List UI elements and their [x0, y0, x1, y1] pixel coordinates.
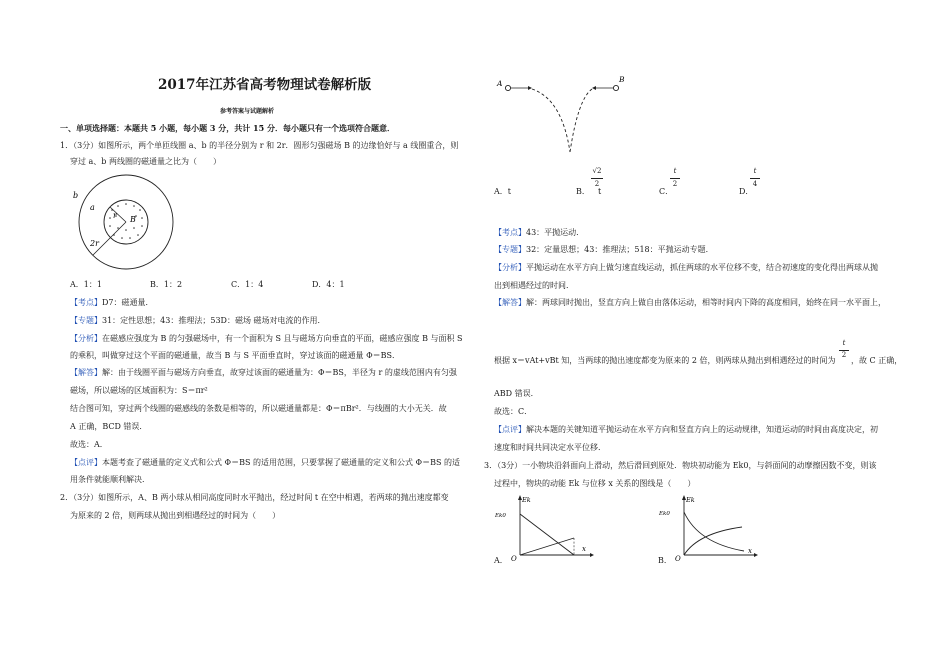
q1-option-c: C．1：4 — [231, 280, 264, 289]
q2-figure-projectiles — [492, 74, 632, 156]
q1-option-b: B．1：2 — [150, 280, 183, 289]
q2-option-c-letter: C． — [659, 187, 674, 196]
q3-stem-line2: 过程中，物块的动能 Ek 与位移 x 关系的图线是（ ） — [494, 479, 696, 488]
q2-option-b-fraction-bar — [591, 178, 603, 179]
label-a: a — [90, 203, 95, 212]
q2-jieda: 【解答】解：两球同时抛出，竖直方向上做自由落体运动，相等时间内下降的高度相同，始终在同一水平面上， — [494, 298, 886, 307]
q3-option-b: B． — [658, 556, 672, 565]
q1-fenxi-line2: 的乘积，叫做穿过这个平面的磁通量，故当 B 与 S 平面垂直时，穿过该面的磁通量 Φ＝BS． — [70, 351, 400, 360]
ball-a — [505, 85, 510, 90]
q1-figure-coils — [68, 172, 178, 272]
q2-jieda-fraction-numerator: t — [842, 339, 846, 347]
label-B: B — [130, 215, 136, 224]
q2-option-d-numerator: t — [753, 167, 757, 175]
trajectory-a — [532, 89, 570, 152]
page-subtitle: 参考答案与试题解析 — [220, 108, 275, 115]
q1-zhuanti: 【专题】31：定性思想；43：推理法；53D：磁场 磁场对电流的作用． — [70, 316, 326, 325]
q1-kaodian: 【考点】D7：磁通量． — [70, 298, 154, 307]
q3-option-a: A． — [494, 556, 508, 565]
q1-jieda-line2: 磁场，所以磁场的区域面积为：S＝πr² — [70, 386, 208, 395]
q2-stem-line1: 2．（3分）如图所示，A、B 两小球从相同高度同时水平抛出，经过时间 t 在空中相遇，若两球的抛出速度都变 — [60, 493, 449, 502]
q1-option-d: D．4：1 — [312, 280, 345, 289]
section-heading: 一、单项选择题：本题共 5 小题，每小题 3 分，共计 15 分．每小题只有一个选项符合题意． — [60, 123, 395, 133]
q2-kaodian: 【考点】43：平抛运动． — [494, 228, 585, 237]
graph-b-y-label: Ek — [686, 496, 695, 504]
q1-stem-line2: 穿过 a、b 两线圈的磁通量之比为（ ） — [70, 157, 221, 166]
q2-jieda-fraction-denominator: 2 — [841, 351, 847, 359]
q2-fenxi-line2: 出到相遇经过的时间． — [494, 281, 574, 290]
graph-a-line-up — [520, 514, 574, 555]
label-A: A — [497, 79, 503, 88]
q2-option-b-numerator: √2 — [592, 167, 602, 175]
q3-graph-a — [494, 493, 594, 565]
page-title: 2017年江苏省高考物理试卷解析版 — [158, 77, 372, 93]
graph-a-origin: O — [511, 555, 517, 563]
q2-stem-line2: 为原来的 2 倍，则两球从抛出到相遇经过的时间为（ ） — [70, 511, 281, 520]
q2-option-b-denominator: 2 — [594, 180, 600, 188]
q1-fenxi: 【分析】在磁感应强度为 B 的匀强磁场中，有一个面积为 S 且与磁场方向垂直的平面，磁感应强度 B 与面积 S — [70, 334, 463, 343]
q1-dianping: 【点评】本题考查了磁通量的定义式和公式 Φ＝BS 的适用范围，只要掌握了磁通量的定义和公式 Φ＝BS 的适 — [70, 458, 461, 467]
q1-jieda: 【解答】解：由于线圈平面与磁场方向垂直，故穿过该面的磁通量为：Φ＝BS，半径为 r 的虚线范围内有匀强 — [70, 368, 457, 377]
label-B: B — [619, 75, 625, 84]
q2-zhuanti: 【专题】32：定量思想；43：推理法；518：平抛运动专题． — [494, 245, 714, 254]
q2-option-c-numerator: t — [673, 167, 677, 175]
graph-a-line-down — [520, 538, 574, 555]
q2-option-d-denominator: 4 — [752, 180, 758, 188]
q2-option-c-fraction-bar — [670, 178, 680, 179]
graph-b-origin: O — [675, 555, 681, 563]
q2-option-d-letter: D． — [739, 187, 754, 196]
q3-stem-line1: 3．（3分）一小物块沿斜面向上滑动，然后滑回到原处．物块初动能为 Ek0，与斜面间的动摩擦因数不变，则该 — [484, 461, 877, 470]
q2-option-c-denominator: 2 — [672, 180, 678, 188]
graph-b-x-label: x — [748, 547, 752, 555]
q1-jieda-line5: 故选：A． — [70, 440, 108, 449]
label-b: b — [73, 191, 79, 200]
q2-option-d-fraction-bar — [750, 178, 760, 179]
label-2r: 2r — [90, 239, 99, 248]
q1-dianping-line2: 用条件就能顺利解决． — [70, 475, 150, 484]
q1-stem-line1: 1．（3分）如图所示，两个单匝线圈 a、b 的半径分别为 r 和 2r．圆形匀强磁场 B 的边缘恰好与 a 线圈重合，则 — [60, 141, 459, 150]
ball-b — [613, 85, 618, 90]
q2-option-b-t: t — [598, 187, 602, 196]
graph-a-x-label: x — [582, 545, 586, 553]
q2-jieda-line2-end: ，故 C 正确， — [851, 356, 903, 365]
q1-option-a: A．1：1 — [70, 280, 102, 289]
q2-option-b-letter: B． — [576, 187, 590, 196]
q2-dianping-line2: 速度和时间共同决定水平位移． — [494, 443, 606, 452]
graph-a-y0-label: Ek0 — [495, 513, 506, 519]
q2-fenxi: 【分析】平抛运动在水平方向上做匀速直线运动，抓住两球的水平位移不变，结合初速度的变化得出两球从抛 — [494, 263, 878, 272]
graph-a-y-label: Ek — [522, 496, 531, 504]
q2-option-a: A．t — [494, 187, 511, 196]
q1-jieda-line4: A 正确，BCD 错误． — [70, 422, 148, 431]
trajectory-b — [570, 89, 592, 152]
q3-graph-b — [658, 493, 758, 565]
q2-jieda-line3: ABD 错误． — [494, 389, 539, 398]
q2-jieda-line2: 根据 x＝vAt+vBt 知，当两球的抛出速度都变为原来的 2 倍，则两球从抛出到相遇经过的时间为 — [494, 356, 836, 365]
q2-dianping: 【点评】解决本题的关键知道平抛运动在水平方向和竖直方向上的运动规律，知道运动的时间由高度决定，初 — [494, 425, 878, 434]
q1-jieda-line3: 结合图可知，穿过两个线圈的磁感线的条数是相等的，所以磁通量都是：Φ＝πBr²．与线圈的大小无关．故 — [70, 404, 447, 413]
label-r: r — [113, 211, 117, 220]
graph-b-y0-label: Ek0 — [659, 511, 670, 517]
q2-jieda-line4: 故选：C． — [494, 407, 533, 416]
